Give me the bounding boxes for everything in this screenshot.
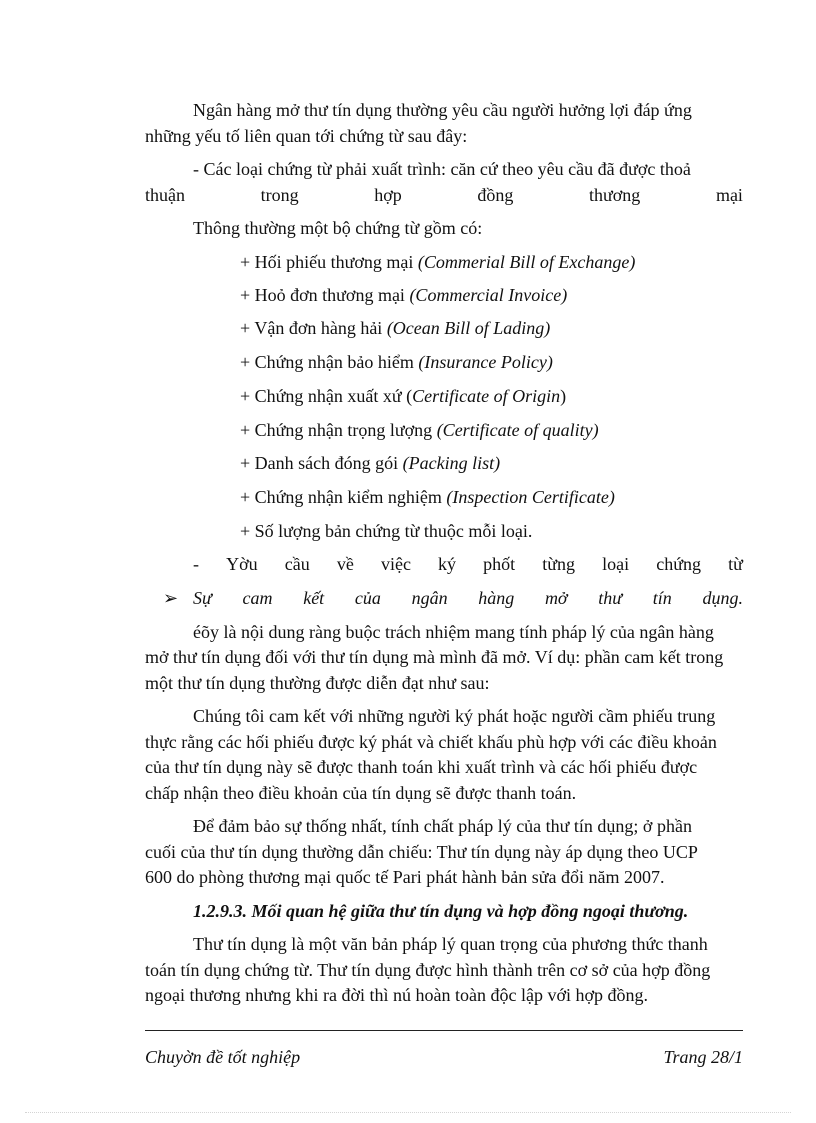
- paragraph-line: ngoại thương nhưng khi ra đời thì nú hoàn toàn độc lập với hợp đồng.: [145, 985, 649, 1005]
- document-list-item: + Số lượng bản chứng từ thuộc mỗi loại.: [240, 521, 533, 541]
- paragraph-line: Ngân hàng mở thư tín dụng thường yêu cầu người hưởng lợi đáp ứng: [193, 100, 692, 120]
- paragraph-line: Thư tín dụng là một văn bản pháp lý quan trọng của phương thức thanh: [193, 934, 708, 954]
- paragraph-line: éõy là nội dung ràng buộc trách nhiệm mang tính pháp lý của ngân hàng: [193, 622, 714, 642]
- paragraph-line: thực rằng các hối phiếu được ký phát và chiết khấu phù hợp với các điều khoản: [145, 732, 717, 752]
- paragraph-line: cuối của thư tín dụng thường dẫn chiếu: Thư tín dụng này áp dụng theo UCP: [145, 842, 698, 862]
- commitment-heading-line: Sự cam kết của ngân hàng mở thư tín dụng.: [193, 588, 743, 608]
- document-list-item: + Chứng nhận trọng lượng (Certificate of quality): [240, 420, 599, 440]
- word: mại: [715, 185, 743, 205]
- page-edge-divider: [25, 1112, 791, 1114]
- word: đồng: [477, 185, 514, 205]
- document-list-item: + Hoỏ đơn thương mại (Commercial Invoice): [240, 285, 568, 305]
- paragraph-line: mở thư tín dụng đối với thư tín dụng mà mình đã mở. Ví dụ: phần cam kết trong: [145, 647, 724, 667]
- paragraph-line: Thông thường một bộ chứng từ gồm có:: [193, 218, 483, 238]
- paragraph-line: toán tín dụng chứng từ. Thư tín dụng được hình thành trên cơ sở của hợp đồng: [145, 960, 711, 980]
- paragraph-line: Chúng tôi cam kết với những người ký phát hoặc người cầm phiếu trung: [193, 706, 716, 726]
- section-heading: 1.2.9.3. Mối quan hệ giữa thư tín dụng và hợp đồng ngoại thương.: [193, 901, 689, 921]
- paragraph-line: 600 do phòng thương mại quốc tế Pari phát hành bản sửa đổi năm 2007.: [145, 867, 665, 887]
- footer-title: Chuyờn đề tốt nghiệp: [145, 1047, 301, 1067]
- paragraph-line: một thư tín dụng thường được diễn đạt như sau:: [145, 673, 490, 693]
- paragraph-line: - Các loại chứng từ phải xuất trình: căn cứ theo yêu cầu đã được thoả: [193, 159, 691, 179]
- arrow-bullet-icon: ➢: [163, 588, 179, 608]
- document-list-item: + Vận đơn hàng hải (Ocean Bill of Lading): [240, 318, 551, 338]
- document-list-item: + Danh sách đóng gói (Packing list): [240, 453, 501, 473]
- word: thương: [589, 185, 641, 205]
- paragraph-line: chấp nhận theo điều khoản của tín dụng sẽ được thanh toán.: [145, 783, 577, 803]
- word: trong: [260, 185, 299, 205]
- document-list-item: + Hối phiếu thương mại (Commerial Bill of Exchange): [240, 252, 636, 272]
- paragraph-line: của thư tín dụng này sẽ được thanh toán khi xuất trình và các hối phiếu được: [145, 757, 698, 777]
- word: thuận: [145, 185, 185, 205]
- justified-line: [145, 183, 743, 207]
- word: hợp: [374, 185, 402, 205]
- paragraph-line: Để đảm bảo sự thống nhất, tính chất pháp lý của thư tín dụng; ở phần: [193, 816, 692, 836]
- paragraph-line: những yếu tố liên quan tới chứng từ sau đây:: [145, 126, 468, 146]
- footer-divider: [145, 1030, 743, 1031]
- page-number: Trang 28/1: [663, 1047, 743, 1067]
- document-list-item: + Chứng nhận bảo hiểm (Insurance Policy): [240, 352, 553, 372]
- document-list-item: + Chứng nhận kiểm nghiệm (Inspection Certificate): [240, 487, 615, 507]
- document-list-item: + Chứng nhận xuất xứ (Certificate of Origin): [240, 386, 567, 406]
- requirement-line: - Yờu cầu về việc ký phốt từng loại chứng từ: [193, 554, 743, 574]
